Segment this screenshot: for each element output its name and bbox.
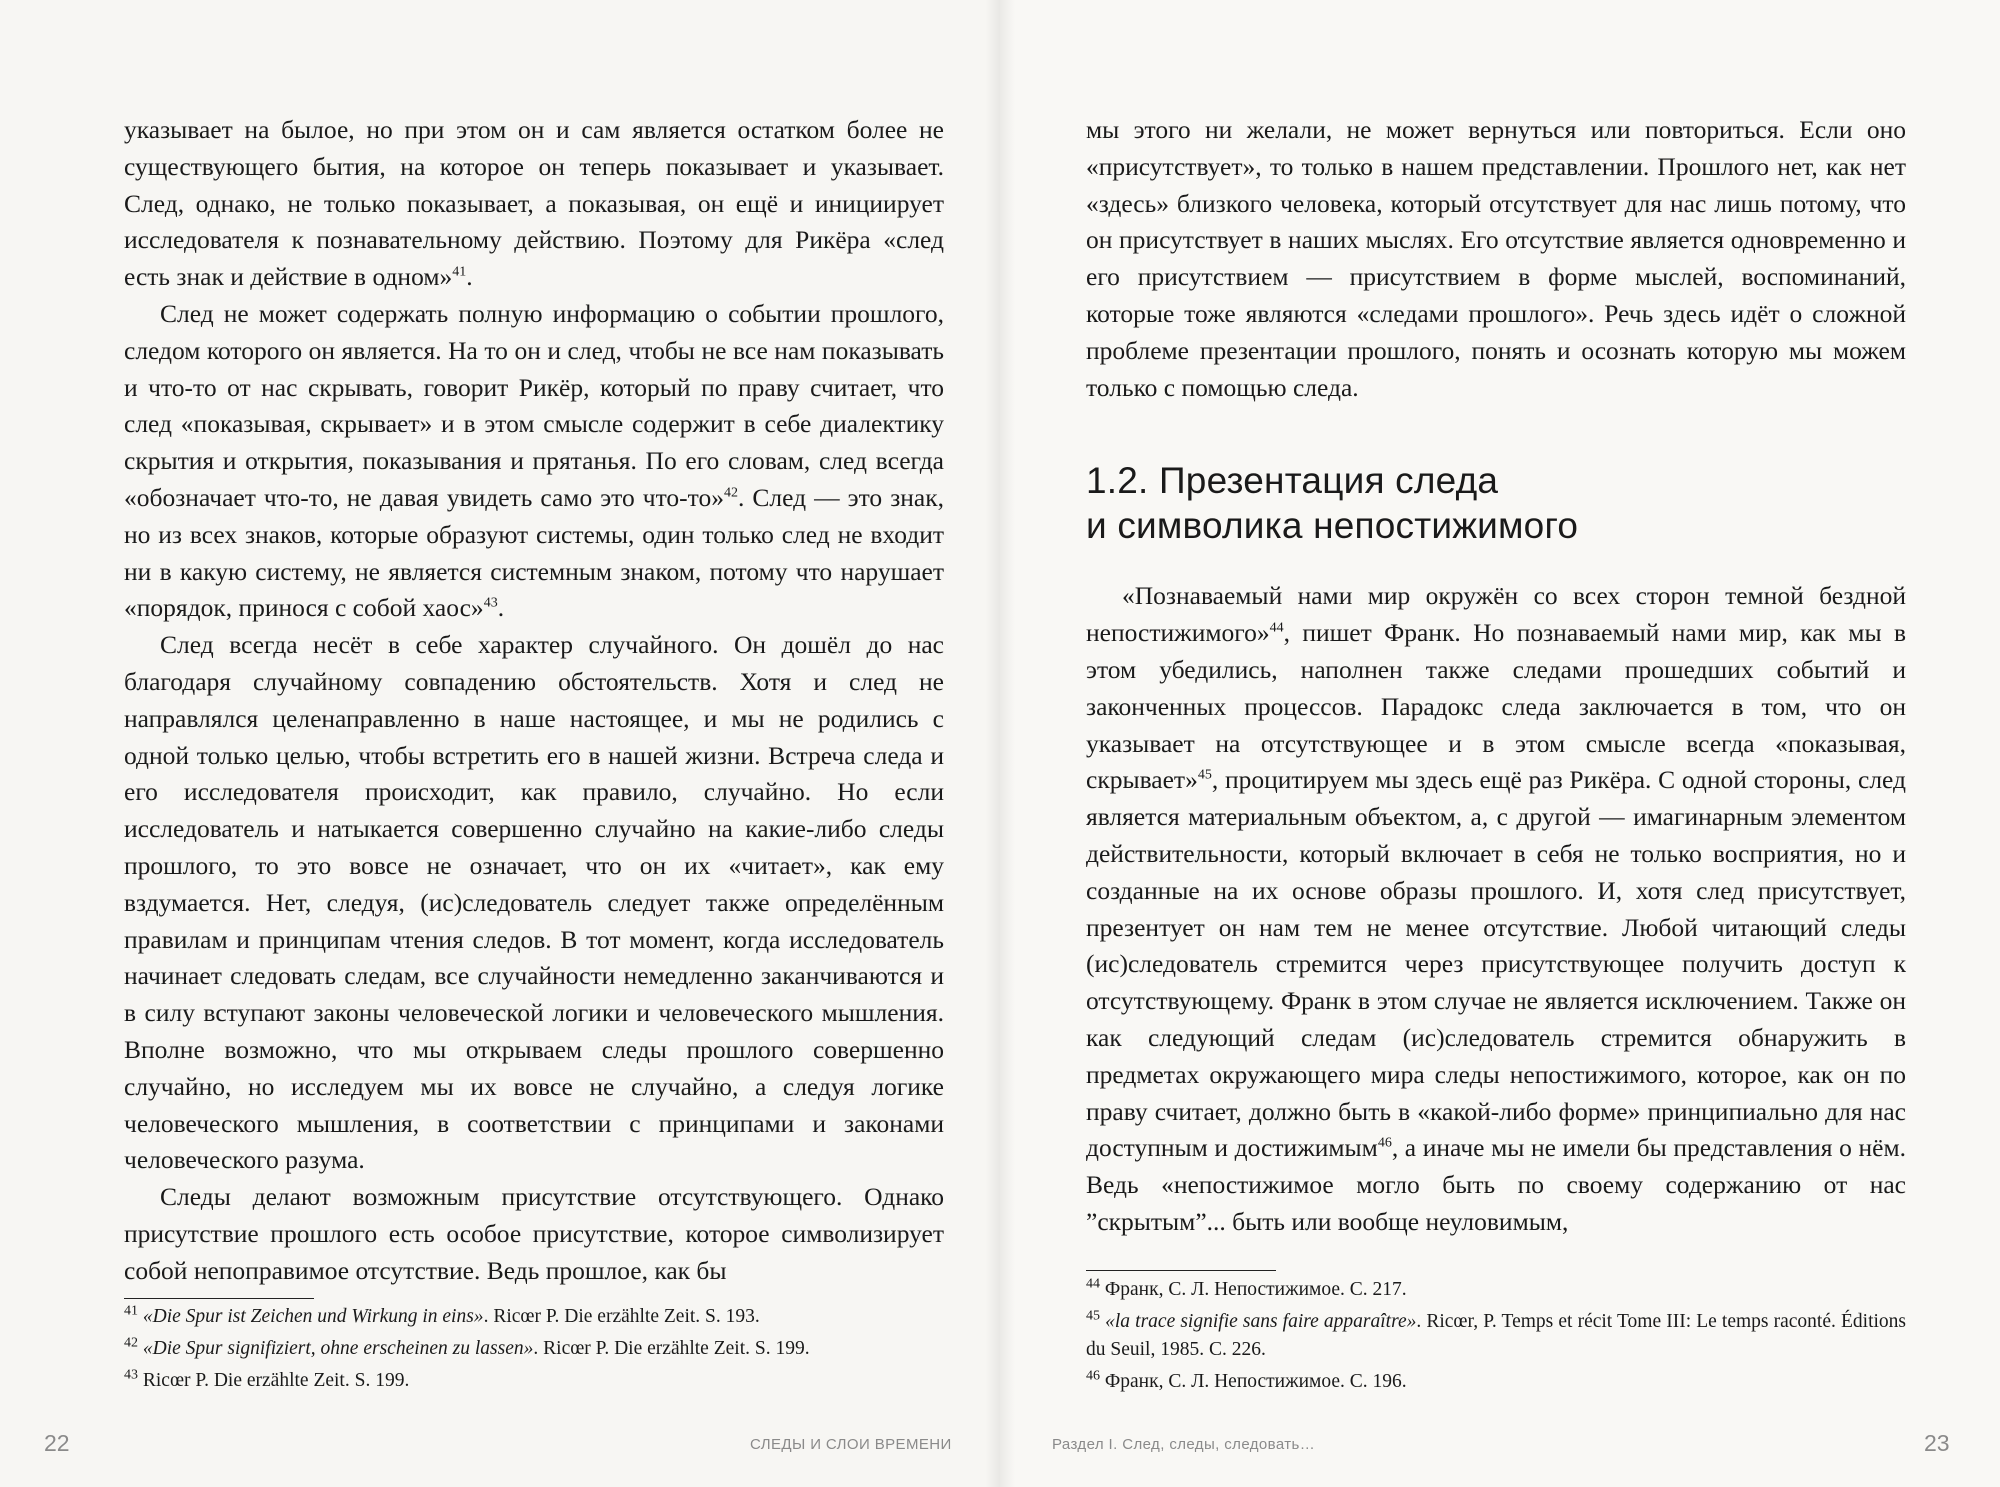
left-footnotes [124, 1303, 944, 1399]
footnote-marker: 46 [1377, 1135, 1392, 1151]
footnote: $^{42}$ «Die Spur signifiziert, ohne erscheinen zu lassen». Ricœr P. Die erzählte Zeit. S. 199. [124, 1335, 810, 1359]
paragraph: мы этого ни желали, не может вернуться или повториться. Если оно «присутствует», то только в нашем представлении. Прошлого нет, как нет «здесь» близкого человека, который отсутствует для нас лишь потому, что он присутствует в наших мыслях. Его отсутствие является одновременно и его присутствием — присутствием в форме мыслей, воспоминаний, которые тоже являются «следами прошлого». Речь здесь идёт о сложной проблеме презентации прошлого, понять и осознать которую мы можем только с помощью следа. [1086, 115, 1906, 402]
right-body-text [1086, 112, 1906, 1241]
footnote-rule [1086, 1270, 1276, 1271]
paragraph: След всегда несёт в себе характер случайного. Он дошёл до нас благодаря случайному совпадению обстоятельств. Хотя и след не направлялся целенаправленно в наше настоящее, и мы не родились с одной только целью, чтобы встретить его в нашей жизни. Встреча следа и его исследователя происходит, как правило, случайно. Но если исследователь и натыкается совершенно случайно на какие-либо следы прошлого, то это вовсе не означает, что он их «читает», как ему вздумается. Нет, следуя, (ис)следователь следует также определённым правилам и принципам чтения следов. В тот момент, когда исследователь начинает следовать следам, все случайности немедленно заканчиваются и в силу вступают законы человеческой логики и человеческого мышления. Вполне возможно, что мы открываем следы прошлого совершенно случайно, но исследуем мы их вовсе не случайно, а следуя логике человеческого мышления, в соответствии с принципами и законами человеческого разума. [124, 630, 944, 1175]
page-number: 22 [44, 1430, 70, 1456]
running-head: СЛЕДЫ И СЛОИ ВРЕМЕНИ [750, 1436, 952, 1453]
right-page [1000, 0, 2000, 1487]
paragraph: указывает на былое, но при этом он и сам является остатком более не существующего бытия, на которое он теперь показывает и указывает. След, однако, не только показывает, а показывая, он ещё и инициирует исследователя к познавательному действию. Поэтому для Рикёра «след есть знак и действие в одном»$^{41}$. [124, 115, 944, 292]
left-body-text [124, 112, 944, 1290]
footnote-rule [124, 1298, 314, 1299]
page-number: 23 [1924, 1430, 1950, 1456]
footnote-marker: 43 [483, 595, 498, 611]
footnote: $^{45}$ «la trace signifie sans faire apparaître». Ricœr, P. Temps et récit Tome III: Le temps raconté. Éditions du Seuil, 1985. C. 226. [1086, 1308, 1906, 1360]
running-head: Раздел I. След, следы, следовать… [1052, 1436, 1316, 1453]
paragraph: «Познаваемый нами мир окружён со всех сторон темной бездной непостижимого»$^{44}$, пишет Франк. Но познаваемый нами мир, как мы в этом убедились, наполнен также следами прошедших событий и законченных процессов. Парадокс следа заключается в том, что он указывает на отсутствующее и в этом смысле всегда «показывая, скрывает»$^{45}$, процитируем мы здесь ещё раз Рикёра. С одной стороны, след является материальным объектом, а, с другой — имагинарным элементом действительности, который включает в себя не только восприятия, но и созданные на их основе образы прошлого. И, хотя след присутствует, презентует он нам тем не менее отсутствие. Любой читающий следы (ис)следователь стремится через присутствующее получить доступ к отсутствующему. Франк в этом случае не является исключением. Также он как следующий следам (ис)следователь стремится обнаружить в предметах окружающего мира следы непостижимого, которое, как он по праву считает, должно быть в «какой-либо форме» принципиально для нас доступным и достижимым$^{46}$, а иначе мы не имели бы представления о нём. Ведь «непостижимое могло быть по своему содержанию от нас ”скрытым”... быть или вообще неуловимым, [1086, 581, 1906, 1236]
section-title: 1.2. Презентация следа и символика непостижимого [1086, 460, 1579, 547]
footnote-marker: 42 [723, 485, 738, 501]
footnote-marker: 45 [1197, 767, 1212, 783]
right-footnotes [1086, 1276, 1906, 1400]
footnote-marker: 41 [452, 264, 467, 280]
footnote: $^{43}$ Ricœr P. Die erzählte Zeit. S. 199. [124, 1367, 410, 1391]
book-gutter [985, 0, 1015, 1487]
footnote: $^{44}$ Франк, С. Л. Непостижимое. С. 217. [1086, 1276, 1407, 1300]
paragraph: След не может содержать полную информацию о событии прошлого, следом которого он является. На то он и след, чтобы не все нам показывать и что-то от нас скрывать, говорит Рикёр, который по праву считает, что след «показывая, скрывает» и в этом смысле содержит в себе диалектику скрытия и открытия, показывания и прятанья. По его словам, след всегда «обозначает что-то, не давая увидеть само это что-то»$^{42}$. След — это знак, но из всех знаков, которые образуют системы, один только след не входит ни в какую систему, не является системным знаком, потому что нарушает «порядок, принося с собой хаос»$^{43}$. [124, 298, 944, 623]
paragraph: Следы делают возможным присутствие отсутствующего. Однако присутствие прошлого есть особое присутствие, которое символизирует собой непоправимое отсутствие. Ведь прошлое, как бы [124, 1182, 944, 1285]
footnote-marker: 44 [1269, 620, 1284, 636]
footnote: $^{46}$ Франк, С. Л. Непостижимое. С. 196. [1086, 1368, 1407, 1392]
footnote: $^{41}$ «Die Spur ist Zeichen und Wirkung in eins». Ricœr P. Die erzählte Zeit. S. 193. [124, 1303, 760, 1327]
